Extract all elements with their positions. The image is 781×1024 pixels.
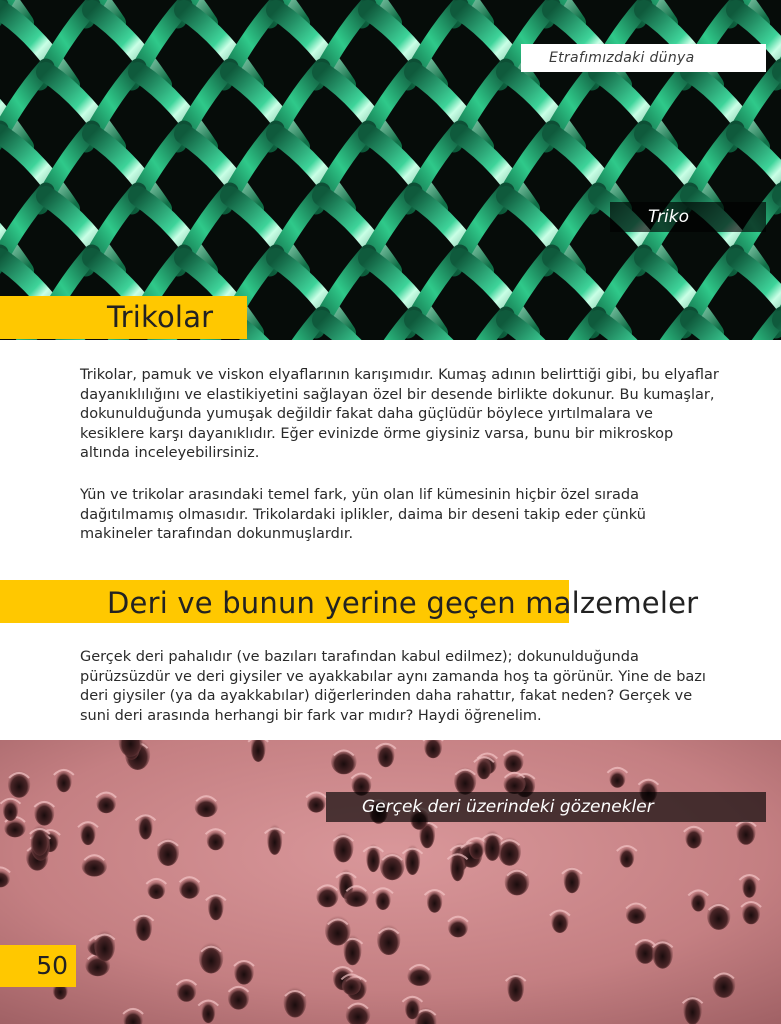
page-number: 50 — [0, 945, 76, 987]
leather-pores-image — [0, 740, 781, 1024]
leather-photo-caption: Gerçek deri üzerindeki gözenekler — [326, 792, 766, 822]
leather-pores-photo — [0, 740, 781, 1024]
section-title-trikolar: Trikolar — [107, 300, 214, 334]
section-label: Etrafımızdaki dünya — [521, 44, 766, 72]
paragraph-deri-1: Gerçek deri pahalıdır (ve bazıları tarafından kabul edilmez); dokunulduğunda pürüzsüzdür ve deri giysiler ve ayakkabılar aynı zamanda hoş ta görünür. Yine de bazı deri giysiler (ya da ayakkabılar) diğerlerinden daha rahattır, fakat neden? Gerçek ve suni deri arasında herhangi bir fark var mıdır? Haydi öğrenelim. — [80, 649, 706, 724]
knit-photo-caption: Triko — [610, 202, 766, 232]
paragraph-trikolar-2: Yün ve trikolar arasındaki temel fark, yün olan lif kümesinin hiçbir özel sırada dağıtılmamış olmasıdır. Trikolardaki iplikler, daima bir deseni takip eder çünkü makineler tarafından dokunmuşlardır. — [80, 487, 646, 542]
section-title-deri: Deri ve bunun yerine geçen malzemeler — [107, 586, 699, 620]
paragraph-trikolar-1: Trikolar, pamuk ve viskon elyaflarının karışımıdır. Kumaş adının belirttiği gibi, bu elyaflar dayanıklılığını ve elastikiyetini sağlayan özel bir desende birlikte dokunur. Bu kumaşlar, dokunulduğunda yumuşak değildir fakat daha güçlüdür böylece yırtılmalara ve kesiklere karşı dayanıklıdır. Eğer evinizde örme giysiniz varsa, bunu bir mikroskop altında inceleyebilirsiniz. — [80, 367, 719, 461]
